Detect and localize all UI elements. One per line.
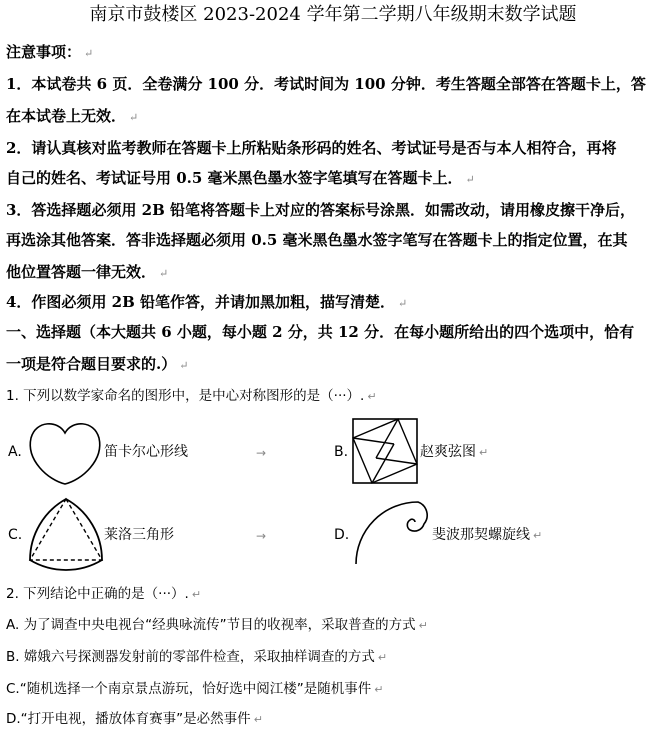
q1-option-d-label [432, 526, 542, 545]
section-1-line-2-text: 一项是符合题目要求的.） [6, 355, 177, 373]
q2-stem [6, 584, 660, 605]
paragraph-mark-icon: ↵ [253, 713, 263, 726]
q1-option-c-letter: C. [8, 527, 23, 543]
paragraph-mark-icon: ↵ [84, 47, 94, 60]
q2-option-a-text: A. 为了调查中央电视台“经典咏流传”节目的收视率，采取普查的方式 [6, 617, 416, 633]
section-1-line-2 [6, 354, 660, 376]
tab-arrow-icon: → [256, 529, 267, 543]
q1-option-a-letter: A. [8, 444, 22, 460]
q2-option-d [6, 709, 660, 730]
q1-option-b-label [420, 443, 488, 462]
q1-option-c-label: 莱洛三角形 [104, 527, 174, 543]
q1-option-b-letter: B. [334, 444, 349, 460]
q1-option-d-letter: D. [334, 527, 350, 543]
paragraph-mark-icon: ↵ [398, 297, 408, 310]
cardioid-figure [28, 418, 102, 486]
reuleaux-triangle-figure [26, 496, 106, 564]
paragraph-mark-icon: ↵ [418, 619, 428, 632]
q1-option-d-label-text: 斐波那契螺旋线 [432, 527, 530, 543]
paragraph-mark-icon: ↵ [179, 359, 189, 372]
q2-option-b-text: B. 嫦娥六号探测器发射前的零部件检查，采取抽样调查的方式 [6, 649, 375, 665]
q2-option-b [6, 647, 660, 668]
notice-item-4-line-1 [6, 292, 660, 314]
q1-option-b-label-text: 赵爽弦图 [420, 444, 476, 460]
paragraph-mark-icon: ↵ [191, 588, 202, 601]
notice-heading [6, 42, 660, 64]
paragraph-mark-icon: ↵ [159, 267, 169, 280]
paragraph-mark-icon: ↵ [367, 390, 377, 403]
q1-stem [6, 386, 660, 407]
notice-item-3-line-2: 再选涂其他答案．答非选择题必须用 0.5 毫米黑色墨水签字笔写在答题卡上的指定位置，在其 [6, 231, 628, 249]
q1-stem-text: 1. 下列以数学家命名的图形中，是中心对称图形的是（···）. [6, 388, 365, 404]
paragraph-mark-icon: ↵ [374, 683, 384, 696]
q2-option-d-text: D.“打开电视，播放体育赛事”是必然事件 [6, 711, 251, 727]
notice-item-2-line-2-text: 自己的姓名、考试证号用 0.5 毫米黑色墨水签字笔填写在答题卡上． [6, 169, 463, 187]
fibonacci-spiral-figure [354, 500, 434, 566]
notice-item-3-line-3-text: 他位置答题一律无效． [6, 263, 157, 281]
zhaoshuang-diagram-figure [352, 418, 418, 484]
notice-item-3-line-3 [6, 262, 660, 284]
paragraph-mark-icon: ↵ [465, 173, 475, 186]
section-1-line-1: 一、选择题（本大题共 6 小题，每小题 2 分，共 12 分．在每小题所给出的四个选项中，恰有 [6, 323, 635, 341]
notice-item-3-line-1: 3．答选择题必须用 2B 铅笔将答题卡上对应的答案标号涂黑．如需改动，请用橡皮擦干净后， [6, 201, 636, 219]
q2-option-a [6, 615, 660, 636]
q2-stem-text: 2. 下列结论中正确的是（···）. [6, 586, 189, 602]
q1-option-a-label: 笛卡尔心形线 [104, 444, 188, 460]
paragraph-mark-icon: ↵ [129, 111, 139, 124]
q2-option-c-text: C.“随机选择一个南京景点游玩，恰好选中阅江楼”是随机事件 [6, 681, 372, 697]
notice-item-2-line-2 [6, 168, 660, 190]
q2-option-c [6, 679, 660, 700]
notice-item-2-line-1: 2．请认真核对监考教师在答题卡上所粘贴条形码的姓名、考试证号是否与本人相符合，再将 [6, 139, 617, 157]
notice-item-1-line-1: 1．本试卷共 6 页．全卷满分 100 分．考试时间为 100 分钟．考生答题全部答在答题卡上，答 [6, 75, 646, 93]
paragraph-mark-icon: ↵ [533, 529, 543, 542]
paragraph-mark-icon: ↵ [479, 446, 489, 459]
exam-title: 南京市鼓楼区 2023-2024 学年第二学期八年级期末数学试题 [89, 4, 577, 25]
notice-item-1-line-2 [6, 106, 660, 128]
notice-item-1-line-2-text: 在本试卷上无效． [6, 107, 127, 125]
tab-arrow-icon: → [256, 446, 267, 460]
paragraph-mark-icon: ↵ [377, 651, 388, 664]
notice-heading-text: 注意事项： [6, 43, 82, 61]
notice-item-4-line-1-text: 4．作图必须用 2B 铅笔作答，并请加黑加粗，描写清楚． [6, 293, 395, 311]
